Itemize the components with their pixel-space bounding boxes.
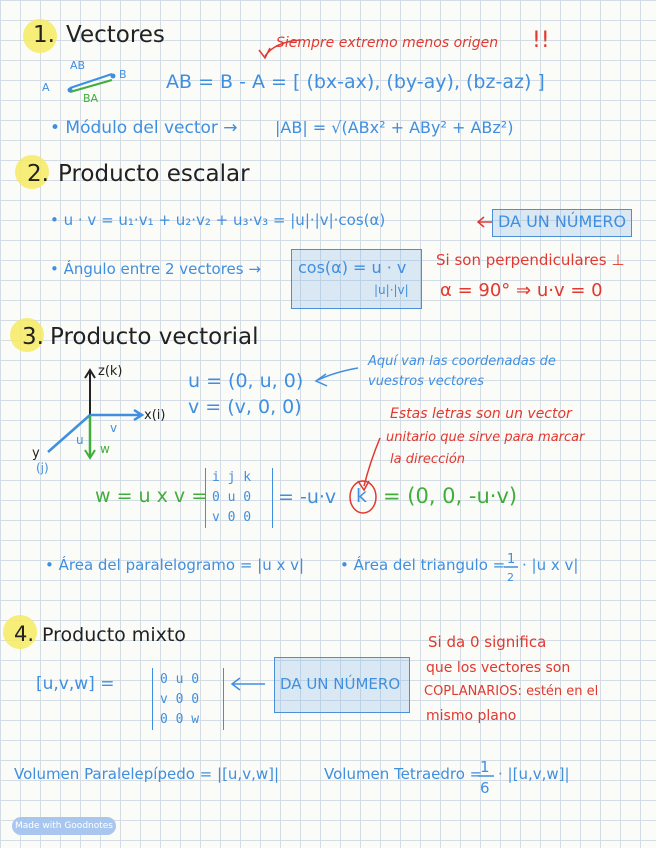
matrix-4-right-bar: [223, 668, 224, 730]
volume-tetrahedron-denominator: 6: [480, 779, 490, 797]
coplanar-note-4: mismo plano: [426, 708, 517, 724]
perpendicular-note: Si son perpendiculares ⊥: [436, 251, 625, 269]
area-triangle-label: • Área del triangulo =: [340, 556, 506, 574]
dot-product-formula: • u · v = u₁·v₁ + u₂·v₂ + u₃·v₃ = |u|·|v|·cos(α): [50, 211, 386, 229]
volume-tetrahedron-label: Volumen Tetraedro =: [324, 765, 483, 783]
area-triangle-rest: · |u x v|: [522, 556, 579, 574]
axis-y-sublabel: (j): [36, 461, 49, 475]
matrix-3-row-1: i j k: [212, 470, 252, 485]
matrix-3-left-bar: [205, 468, 206, 528]
mixed-product-lhs: [u,v,w] =: [36, 674, 115, 694]
matrix-3-row-3: v 0 0: [212, 510, 252, 525]
section-3-title: Producto vectorial: [50, 324, 259, 350]
cross-product-mid: = -u·v: [278, 486, 337, 508]
note-extremo-origen: Siempre extremo menos origen: [276, 35, 499, 51]
label-vector-ba: BA: [83, 92, 99, 105]
section-4-number: 4.: [14, 622, 35, 646]
matrix-4-row-2: v 0 0: [160, 692, 200, 707]
modulo-label: • Módulo del vector →: [50, 118, 238, 138]
label-vector-ab: AB: [70, 59, 86, 72]
area-triangle-numerator: 1: [507, 552, 516, 567]
volume-tetrahedron-numerator: 1: [480, 758, 490, 776]
v-definition: v = (v, 0, 0): [188, 396, 302, 418]
vector-ab-formula: AB = B - A = [ (bx-ax), (by-ay), (bz-az) ]: [166, 71, 545, 93]
section-2-title: Producto escalar: [58, 161, 250, 187]
coords-note-1: Aquí van las coordenadas de: [368, 354, 556, 369]
label-point-b: B: [119, 68, 127, 81]
axis-y-label: y: [32, 446, 40, 461]
matrix-4-row-1: 0 u 0: [160, 672, 200, 687]
unit-vector-note-2: unitario que sirve para marcar: [386, 430, 585, 445]
cos-formula-top: cos(α) = u · v: [298, 258, 407, 277]
perpendicular-result: α = 90° ⇒ u·v = 0: [440, 280, 603, 301]
matrix-4-left-bar: [152, 668, 153, 730]
label-v-vector: v: [110, 421, 118, 435]
matrix-3-right-bar: [272, 468, 273, 528]
dot-product-result-text: DA UN NÚMERO: [498, 212, 627, 231]
section-1-number: 1.: [33, 22, 55, 48]
unit-vector-note-1: Estas letras son un vector: [390, 406, 572, 422]
k-hat: k: [356, 485, 368, 507]
coplanar-note-1: Si da 0 significa: [428, 633, 547, 651]
unit-vector-note-3: la dirección: [390, 452, 466, 467]
area-parallelogram: • Área del paralelogramo = |u x v|: [45, 556, 305, 574]
point-b: [111, 74, 116, 79]
axis-y-line: [48, 415, 90, 452]
volume-tetrahedron-rest: · |[u,v,w]|: [498, 765, 570, 783]
angle-label: • Ángulo entre 2 vectores →: [50, 260, 261, 278]
mixed-product-result-text: DA UN NÚMERO: [280, 675, 401, 693]
u-definition: u = (0, u, 0): [188, 370, 304, 392]
note-exclamation: !!: [532, 28, 550, 53]
matrix-4-row-3: 0 0 w: [160, 712, 200, 727]
area-triangle-denominator: 2: [507, 571, 514, 584]
point-a: [68, 88, 73, 93]
coplanar-note-3: COPLANARIOS: estén en el: [424, 684, 599, 699]
cross-product-lhs: w = u x v =: [95, 485, 208, 507]
coords-note-2: vuestros vectores: [368, 374, 485, 389]
label-w-vector: w: [100, 442, 110, 456]
section-2-number: 2.: [27, 161, 49, 187]
label-u-vector: u: [76, 433, 84, 447]
section-4-title: Producto mixto: [42, 624, 186, 646]
section-3-number: 3.: [22, 324, 44, 350]
matrix-3-row-2: 0 u 0: [212, 490, 252, 505]
modulo-formula: |AB| = √(ABx² + ABy² + ABz²): [275, 118, 514, 137]
label-point-a: A: [42, 81, 50, 94]
coplanar-note-2: que los vectores son: [426, 660, 571, 676]
axis-x-label: x(i): [144, 408, 166, 423]
cos-formula-bottom: |u|·|v|: [374, 283, 409, 297]
section-1-title: Vectores: [66, 22, 165, 48]
volume-parallelepiped: Volumen Paralelepípedo = |[u,v,w]|: [14, 765, 280, 783]
cross-product-result: = (0, 0, -u·v): [383, 484, 518, 508]
goodnotes-badge: Made with Goodnotes: [12, 817, 116, 835]
axis-z-label: z(k): [98, 364, 123, 379]
